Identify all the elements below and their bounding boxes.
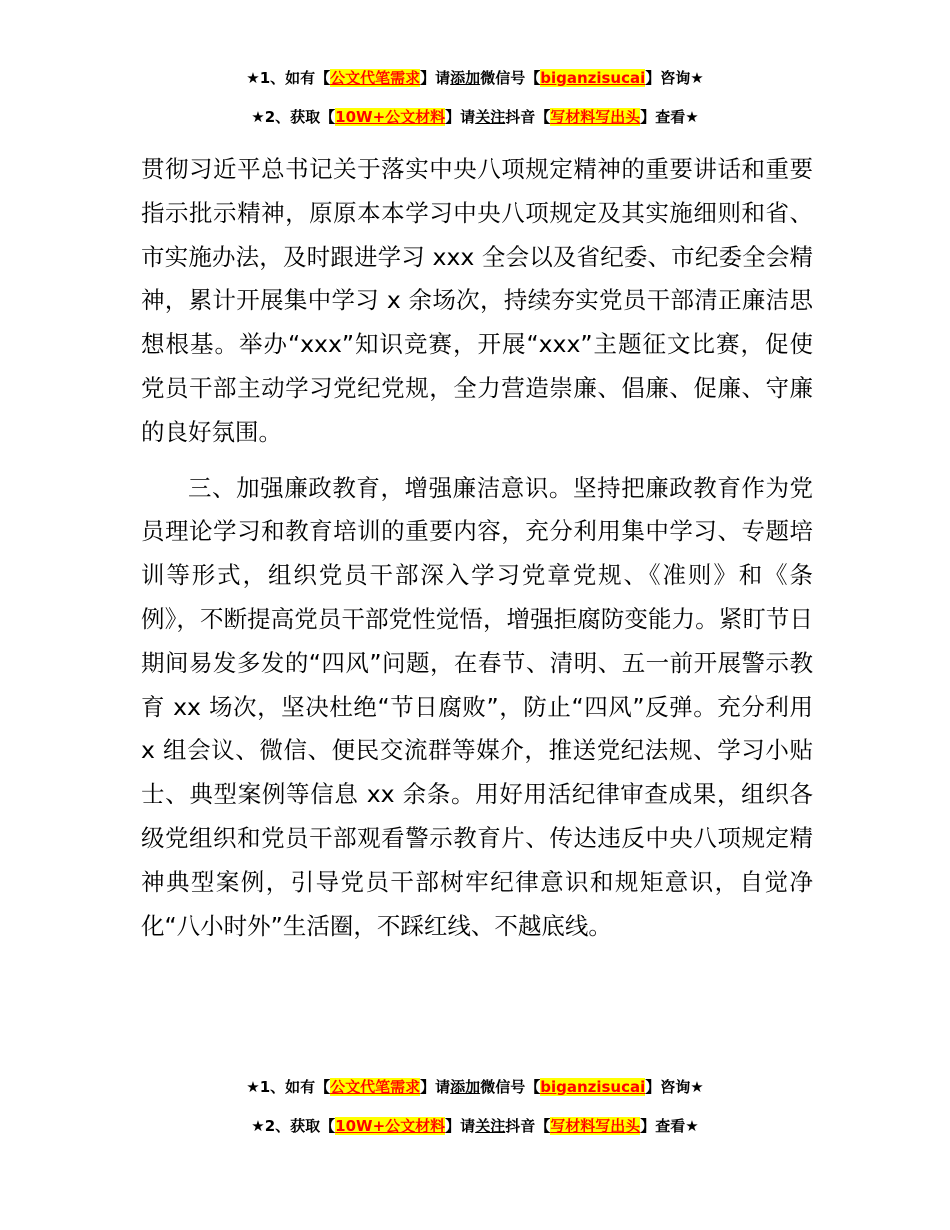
promo-text: 】查看 — [640, 1117, 686, 1135]
promo-text: 】请 — [445, 108, 476, 126]
star-icon: ★ — [251, 1117, 265, 1135]
promo-highlight-wechat-id: biganzisucai — [540, 1078, 646, 1096]
promo-highlight-service: 公文代笔需求 — [330, 1078, 421, 1096]
footer-promo-line-1 — [0, 1077, 950, 1097]
promo-text: 抖音【 — [505, 1117, 551, 1135]
promo-text: 抖音【 — [505, 108, 551, 126]
document-body — [141, 148, 813, 960]
star-icon: ★ — [251, 108, 265, 126]
promo-highlight-douyin: 写材料写出头 — [550, 108, 641, 126]
promo-text: 】咨询 — [645, 69, 691, 87]
promo-highlight-materials: 10W+公文材料 — [335, 1117, 446, 1135]
header-promo-line-1 — [0, 68, 950, 88]
promo-text: 】咨询 — [645, 1078, 691, 1096]
star-icon: ★ — [690, 1078, 704, 1096]
promo-text: 1、如有【 — [259, 1078, 331, 1096]
promo-emphasis: 关注 — [475, 1117, 506, 1135]
promo-text: 1、如有【 — [259, 69, 331, 87]
body-paragraph-1: 贯彻习近平总书记关于落实中央八项规定精神的重要讲话和重要指示批示精神，原原本本学习中央八项规定及其实施细则和省、市实施办法，及时跟进学习 xxx 全会以及省纪委、市纪委全会精神，累计开展集中学习 x 余场次，持续夯实党员干部清正廉洁思想根基。举办“xxx”知识竞赛，开展“xxx”主题征文比赛，促使党员干部主动学习党纪党规，全力营造崇廉、倡廉、促廉、守廉的良好氛围。 — [141, 155, 813, 446]
header-promo-line-2 — [0, 107, 950, 127]
star-icon: ★ — [246, 69, 260, 87]
promo-text: 】请 — [420, 1078, 451, 1096]
promo-text: 】请 — [445, 1117, 476, 1135]
star-icon: ★ — [685, 108, 699, 126]
promo-highlight-service: 公文代笔需求 — [330, 69, 421, 87]
promo-emphasis: 添加 — [450, 69, 481, 87]
promo-highlight-douyin: 写材料写出头 — [550, 1117, 641, 1135]
promo-highlight-materials: 10W+公文材料 — [335, 108, 446, 126]
star-icon: ★ — [246, 1078, 260, 1096]
footer-promo-line-2 — [0, 1116, 950, 1136]
promo-text: 2、获取【 — [264, 108, 336, 126]
star-icon: ★ — [685, 1117, 699, 1135]
promo-text: 】请 — [420, 69, 451, 87]
body-paragraph-2: 三、加强廉政教育，增强廉洁意识。坚持把廉政教育作为党员理论学习和教育培训的重要内容，充分利用集中学习、专题培训等形式，组织党员干部深入学习党章党规、《准则》和《条例》，不断提高党员干部党性觉悟，增强拒腐防变能力。紧盯节日期间易发多发的“四风”问题，在春节、清明、五一前开展警示教育 xx 场次，坚决杜绝“节日腐败”，防止“四风”反弹。充分利用 x 组会议、微信、便民交流群等媒介，推送党纪法规、学习小贴士、典型案例等信息 xx 余条。用好用活纪律审查成果，组织各级党组织和党员干部观看警示教育片、传达违反中央八项规定精神典型案例，引导党员干部树牢纪律意识和规矩意识，自觉净化“八小时外”生活圈，不踩红线、不越底线。 — [141, 473, 813, 940]
star-icon: ★ — [690, 69, 704, 87]
promo-text: 2、获取【 — [264, 1117, 336, 1135]
promo-text: 】查看 — [640, 108, 686, 126]
promo-emphasis: 添加 — [450, 1078, 481, 1096]
promo-text: 微信号【 — [480, 69, 541, 87]
promo-emphasis: 关注 — [475, 108, 506, 126]
promo-highlight-wechat-id: biganzisucai — [540, 69, 646, 87]
promo-text: 微信号【 — [480, 1078, 541, 1096]
